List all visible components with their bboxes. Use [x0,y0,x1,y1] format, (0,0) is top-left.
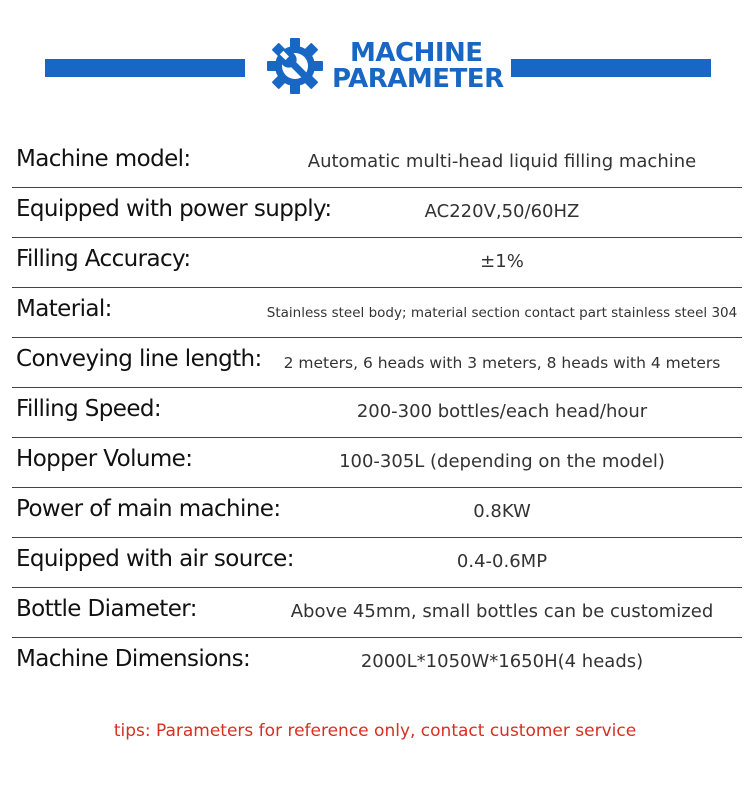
row-value: 2 meters, 6 heads with 3 meters, 8 heads with 4 meters [283,354,721,372]
row-label: Bottle Diameter: [16,596,197,622]
row-label: Equipped with air source: [16,546,294,572]
row-value: 2000L*1050W*1650H(4 heads) [360,651,644,672]
row-value: 100-305L (depending on the model) [339,451,665,472]
row-label: Machine model: [16,146,191,172]
table-row [12,388,742,438]
row-label: Conveying line length: [16,346,262,372]
row-label: Hopper Volume: [16,446,193,472]
table-row [12,338,742,388]
page-title [332,40,504,92]
row-label: Filling Speed: [16,396,162,422]
table-row [12,588,742,638]
header-left-bar [45,59,245,77]
parameter-table [12,138,742,688]
row-value: 0.4-0.6MP [456,551,548,572]
table-row [12,238,742,288]
table-row [12,488,742,538]
table-row [12,288,742,338]
gear-wrench-icon [266,37,324,95]
row-value: Above 45mm, small bottles can be customized [290,601,714,622]
row-value: ±1% [480,251,524,272]
row-value: AC220V,50/60HZ [424,201,580,222]
row-value: 0.8KW [473,501,531,522]
row-label: Machine Dimensions: [16,646,251,672]
title-line-2: PARAMETER [332,64,504,94]
table-row [12,188,742,238]
title-line-1: MACHINE [350,38,483,68]
table-row [12,138,742,188]
row-label: Power of main machine: [16,496,281,522]
row-label: Filling Accuracy: [16,246,191,272]
tips-note: tips: Parameters for reference only, contact customer service [113,721,637,741]
row-label: Equipped with power supply: [16,196,332,222]
row-value: 200-300 bottles/each head/hour [356,401,648,422]
table-row [12,638,742,688]
table-row [12,438,742,488]
row-value: Automatic multi-head liquid filling machine [307,151,697,172]
row-value: Stainless steel body; material section contact part stainless steel 304 [266,305,738,321]
header-right-bar [511,59,711,77]
table-row [12,538,742,588]
row-label: Material: [16,296,112,322]
